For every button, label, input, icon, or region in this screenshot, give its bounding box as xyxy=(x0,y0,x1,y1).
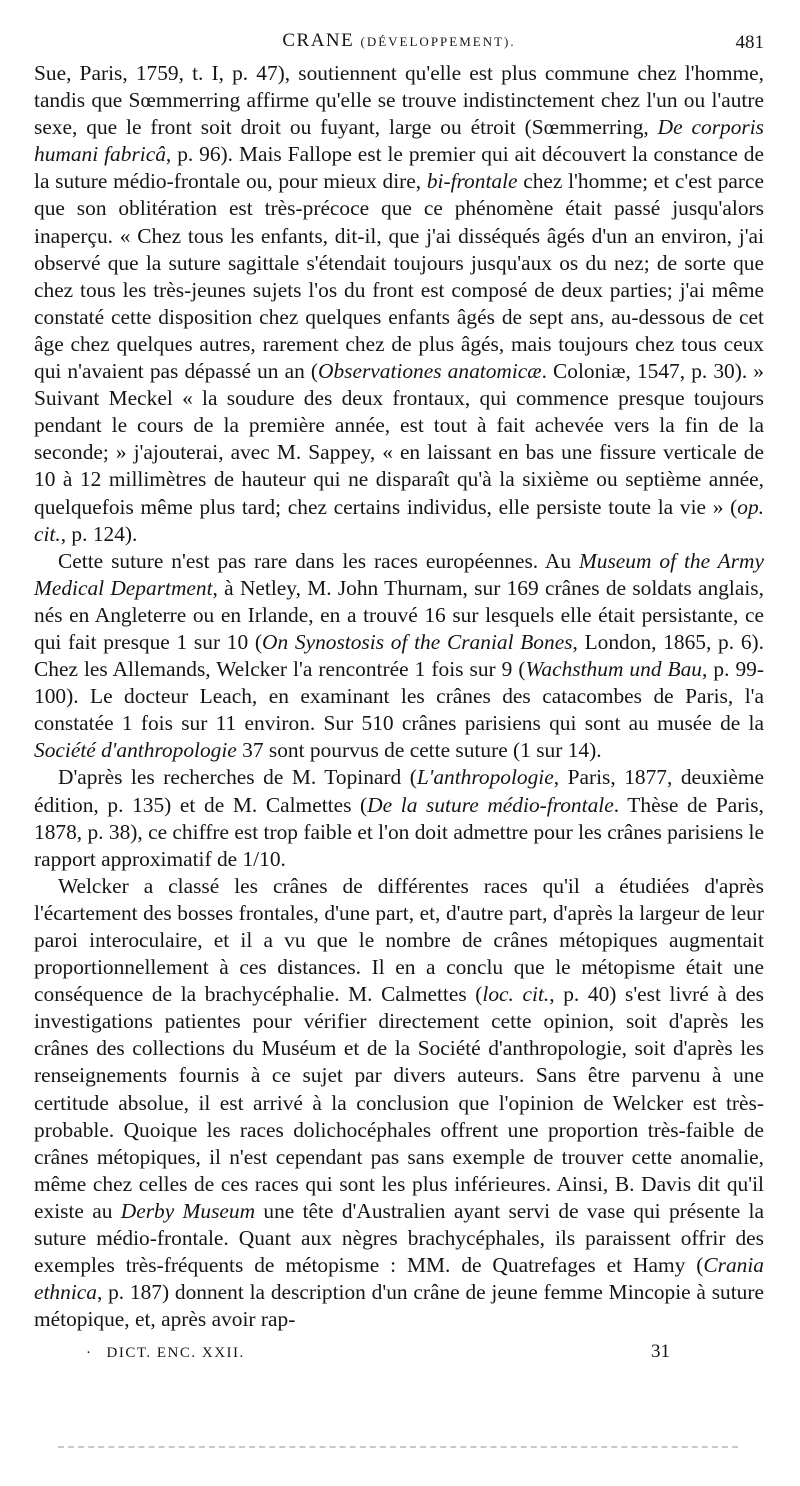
italic-citation: op. cit. xyxy=(34,494,764,546)
italic-citation: Wachsthum und Bau xyxy=(525,657,703,682)
body-text xyxy=(34,60,764,1333)
text-run: une tête d'Australien ayant servi de vase qui présente la suture médio-frontale. Quant aux nègres brachycéphales, ils paraissent offrir des exemples très-fréquents de métopisme : MM. de Quatrefages et Hamy ( xyxy=(34,1198,764,1278)
italic-citation: bi-frontale xyxy=(426,169,518,194)
paragraph xyxy=(34,60,764,548)
text-run: , p. 99-100). Le docteur Leach, en examinant les crânes des catacombes de Paris, l'a constatée 1 fois sur 11 environ. Sur 510 crânes parisiens qui sont au musée de la xyxy=(34,657,764,736)
italic-citation: Société d'anthropologie xyxy=(34,738,237,763)
text-run: , p. 187) donnent la description d'un crâne de jeune femme Mincopie à suture métopique, et, après avoir rap- xyxy=(34,1280,764,1332)
italic-citation: De corporis humani fabricâ xyxy=(34,115,764,167)
text-run: , p. 96). Mais Fallope est le premier qui ait découvert la constance de la suture médio-frontale ou, pour mieux dire, xyxy=(34,142,764,194)
text-run: chez l'homme; et c'est parce que son oblitération est très-précoce que ce phénomène était passé jusqu'alors inaperçu. « Chez tous les enfants, dit-il, que j'ai disséqués âgés d'un an environ, j'ai observé que la suture sagittale s'étendait toujours jusqu'aux os du nez; de sorte que chez tous les très-jeunes sujets l'os du front est composé de deux parties; j'ai même constaté cette disposition chez quelques enfants âgés de sept ans, au-dessous de cet âge chez quelques autres, rarement chez de plus âgés, mais toujours chez tous ceux qui n'avaient pas dépassé un an ( xyxy=(34,169,764,384)
paragraph xyxy=(34,548,764,765)
printer-signature xyxy=(86,1345,245,1362)
italic-citation: On Synostosis of the Cranial Bones xyxy=(262,629,573,654)
sheet-number: 31 xyxy=(651,1341,670,1363)
running-title-subtitle: (DÉVELOPPEMENT). xyxy=(360,34,516,49)
running-title-main: CRANE xyxy=(282,30,355,51)
text-run: , à Netley, M. John Thurnam, sur 169 crânes de soldats anglais, nés en Angleterre ou en Irlande, en a trouvé 16 sur lesquels elle était persistante, ce qui fait presque 1 sur 10 ( xyxy=(34,575,764,654)
running-head xyxy=(34,30,764,58)
italic-citation: Crania ethnica xyxy=(34,1253,764,1305)
italic-citation: Museum of the Army Medical Department xyxy=(34,548,764,600)
text-run: . Coloniæ, 1547, p. 30). » Suivant Meckel « la soudure des deux frontaux, qui commence presque toujours pendant le cours de la première année, est tout à fait achevée vers la fin de la seconde; » j'ajouterai, avec M. Sappey, « en laissant en bas une fissure verticale de 10 à 12 millimètres de hauteur qui ne disparaît qu'à la sixième ou septième année, quelquefois même plus tard; chez certains individus, elle persiste toute la vie » ( xyxy=(34,359,765,519)
page-footer xyxy=(34,1339,764,1369)
text-run: , p. 124). xyxy=(60,521,138,546)
running-title xyxy=(34,30,764,52)
signature-text: DICT. ENC. XXII. xyxy=(106,1345,245,1362)
text-run: . Thèse de Paris, 1878, p. 38), ce chiffre est trop faible et l'on doit admettre pour les crânes parisiens le rapport approximatif de 1/10. xyxy=(34,792,764,871)
italic-citation: Derby Museum xyxy=(120,1198,256,1223)
document-page xyxy=(34,30,764,1369)
text-run: , London, 1865, p. 6). Chez les Allemands, Welcker l'a rencontrée 1 fois sur 9 ( xyxy=(34,629,764,682)
paragraph xyxy=(34,873,764,1334)
text-run: Welcker a classé les crânes de différentes races qu'il a étudiées d'après l'écartement des bosses frontales, d'une part, et, d'autre part, d'après la largeur de leur paroi interoculaire, et il a vu que le nombre de crânes métopiques augmentait proportionnellement à ces distances. Il en a conclu que le métopisme était une conséquence de la brachycéphalie. M. Calmettes ( xyxy=(34,873,764,1007)
text-run: , p. 40) s'est livré à des investigations patientes pour vérifier directement cette opinion, soit d'après les crânes des collections du Muséum et de la Société d'anthropologie, soit d'après les renseignements fournis à ce sujet par divers auteurs. Sans être parvenu à une certitude absolue, il est arrivé à la conclusion que l'opinion de Welcker est très-probable. Quoique les races dolichocéphales offrent une proportion très-faible de crânes métopiques, il n'est cependant pas sans exemple de trouver cette anomalie, même chez celles de ces races qui sont les plus inférieures. Ainsi, B. Davis dit qu'il existe au xyxy=(34,982,764,1223)
italic-citation: Observationes anatomicæ xyxy=(318,359,542,384)
italic-citation: De la suture médio-frontale xyxy=(367,792,614,817)
text-run: Cette suture n'est pas rare dans les races européennes. Au xyxy=(58,548,579,573)
signature-dot: · xyxy=(86,1345,93,1362)
bottom-rule xyxy=(58,1446,738,1448)
text-run: 37 sont pourvus de cette suture (1 sur 14). xyxy=(236,738,602,763)
text-run: , Paris, 1877, deuxième édition, p. 135) et de M. Calmettes ( xyxy=(34,765,764,817)
paragraph xyxy=(34,764,764,872)
italic-citation: loc. cit. xyxy=(482,982,550,1007)
page-number: 481 xyxy=(735,32,764,53)
text-run: Sue, Paris, 1759, t. I, p. 47), soutiennent qu'elle est plus commune chez l'homme, tandis que Sœmmerring affirme qu'elle se trouve indistinctement chez l'un ou l'autre sexe, que le front soit droit ou fuyant, large ou étroit (Sœmmerring, xyxy=(34,61,764,140)
text-run: D'après les recherches de M. Topinard ( xyxy=(58,765,417,790)
italic-citation: L'anthropologie xyxy=(416,765,554,790)
